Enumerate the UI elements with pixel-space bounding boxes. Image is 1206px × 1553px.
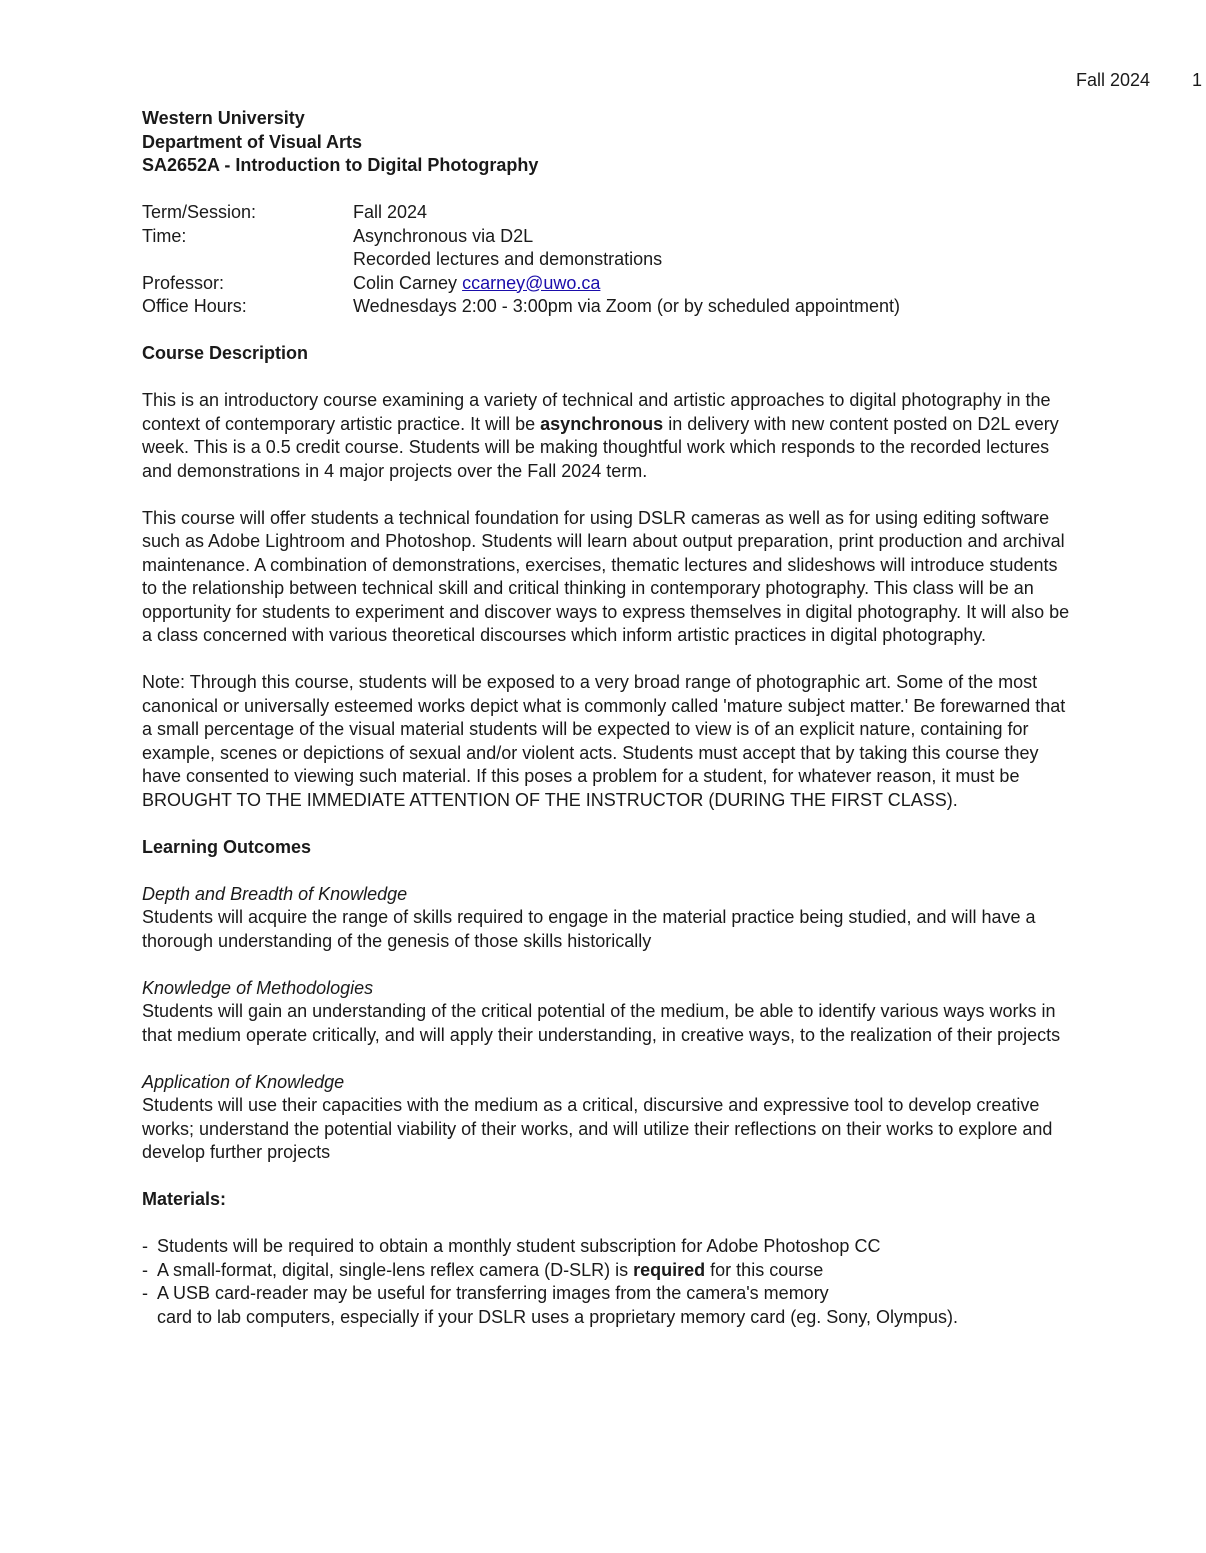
professor-name: Colin Carney	[353, 272, 458, 293]
materials-item: - Students will be required to obtain a monthly student subscription for Adobe Photoshop CC	[142, 1235, 1072, 1259]
course-description-heading: Course Description	[142, 343, 309, 363]
university-name: Western University	[142, 108, 305, 128]
outcome-text: Students will acquire the range of skills required to engage in the material practice being studied, and will have a thorough understanding of the genesis of those skills historically	[142, 907, 1036, 951]
time-label: Time:	[142, 225, 187, 246]
professor-email-link[interactable]: ccarney@uwo.ca	[462, 272, 601, 293]
course-title: SA2652A - Introduction to Digital Photography	[142, 155, 539, 175]
info-row-time	[142, 225, 1072, 272]
materials-item: - A small-format, digital, single-lens reflex camera (D-SLR) is required for this course	[142, 1259, 1072, 1283]
office-hours-value: Wednesdays 2:00 - 3:00pm via Zoom (or by scheduled appointment)	[353, 296, 900, 316]
outcome-title: Application of Knowledge	[142, 1071, 345, 1092]
asynchronous-emphasis: asynchronous	[540, 413, 664, 434]
content-warning-note: Note: Through this course, students will be exposed to a very broad range of photographic art. Some of the most canonical or universally esteemed works depict what is commonly called 'mature subject matter.' Be forewarned that a small percentage of the visual material students will be expected to view is of an explicit nature, containing for example, scenes or depictions of sexual and/or violent acts. Students must accept that by taking this course they have consented to viewing such material. If this poses a problem for a student, for whatever reason, it must be BROUGHT TO THE IMMEDIATE ATTENTION OF THE INSTRUCTOR (DURING THE FIRST CLASS).	[142, 672, 1066, 810]
outcome-text: Students will use their capacities with the medium as a critical, discursive and expressive tool to develop creative works; understand the potential viability of their works, and will utilize their reflections on their works to explore and develop further projects	[142, 1095, 1053, 1162]
materials-list	[142, 1235, 1072, 1329]
materials-heading: Materials:	[142, 1189, 227, 1209]
office-hours-label: Office Hours:	[142, 296, 247, 316]
department-name: Department of Visual Arts	[142, 131, 363, 152]
time-value-line-1: Asynchronous via D2L	[353, 225, 534, 246]
course-description-paragraph-2: This course will offer students a technical foundation for using DSLR cameras as well as for using editing software such as Adobe Lightroom and Photoshop. Students will learn about output preparation, print production and archival maintenance. A combination of demonstrations, exercises, thematic lectures and slideshows will introduce students to the relationship between technical skill and critical thinking in contemporary photography. This class will be an opportunity for students to experiment and discover ways to express themselves in digital photography. It will also be a class concerned with various theoretical discourses which inform artistic practices in digital photography.	[142, 507, 1070, 645]
info-row-office-hours	[142, 295, 1072, 319]
info-row-term	[142, 201, 1072, 225]
term-label: Term/Session:	[142, 202, 257, 222]
materials-item: - A USB card-reader may be useful for transferring images from the camera's memory card to lab computers, especially if your DSLR uses a proprietary memory card (eg. Sony, Olympus).	[142, 1282, 1072, 1329]
term-value: Fall 2024	[353, 202, 428, 222]
professor-value	[353, 272, 1072, 296]
course-info-table	[142, 201, 1072, 319]
course-description-paragraph-1: This is an introductory course examining a variety of technical and artistic approaches to digital photography in the context of contemporary artistic practice. It will be asynchronous in delivery with new content posted on D2L every week. This is a 0.5 credit course. Students will be making thoughtful work which responds to the recorded lectures and demonstrations in 4 major projects over the Fall 2024 term.	[142, 390, 1059, 481]
outcome-text: Students will gain an understanding of the critical potential of the medium, be able to identify various ways works in that medium operate critically, and will apply their understanding, in creative ways, to the realization of their projects	[142, 1001, 1061, 1045]
time-value-line-2: Recorded lectures and demonstrations	[353, 249, 663, 269]
outcome-title: Depth and Breadth of Knowledge	[142, 883, 408, 904]
page-header	[1076, 69, 1206, 93]
professor-label: Professor:	[142, 272, 225, 293]
required-emphasis: required	[633, 1259, 706, 1280]
header-term: Fall 2024	[1076, 70, 1151, 90]
page-number: 1	[1192, 70, 1203, 90]
outcome-title: Knowledge of Methodologies	[142, 977, 374, 998]
info-row-professor	[142, 272, 1072, 296]
time-value	[353, 225, 1072, 272]
document-body	[142, 342, 1072, 1329]
title-block	[142, 107, 538, 178]
learning-outcomes-heading: Learning Outcomes	[142, 836, 312, 857]
